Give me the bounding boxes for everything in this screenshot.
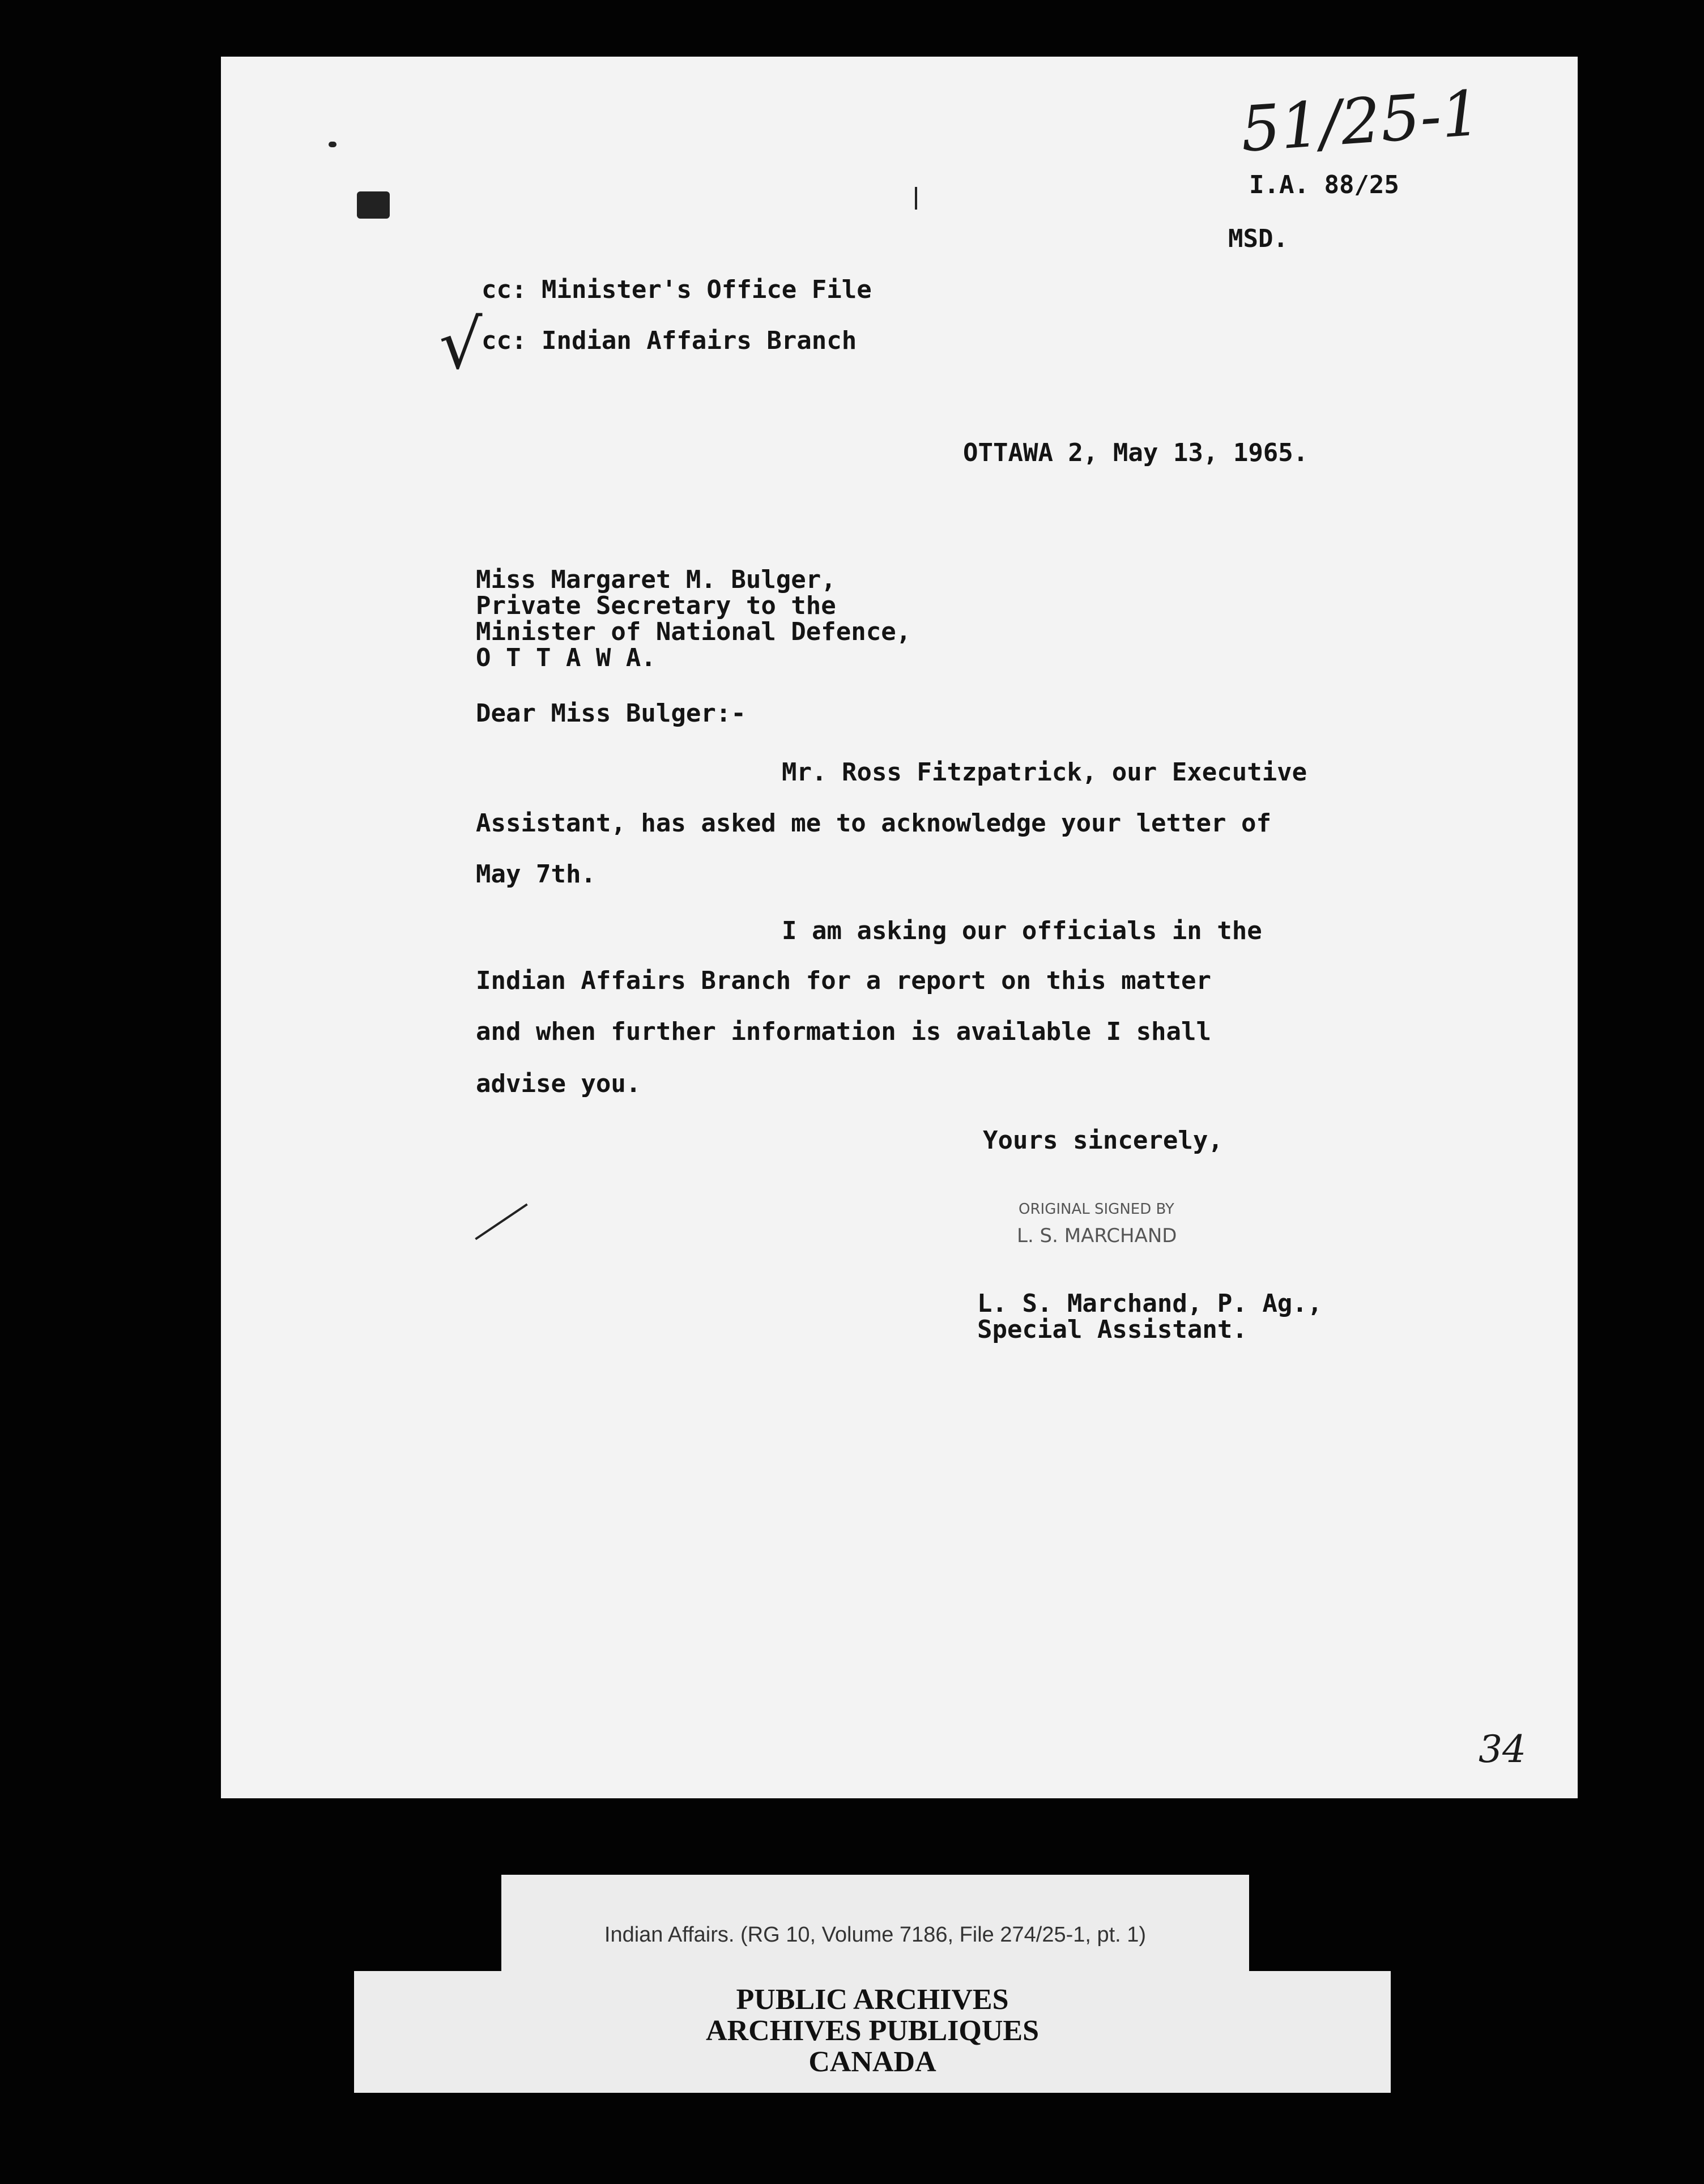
archive-citation: Indian Affairs. (RG 10, Volume 7186, File 274/25-1, pt. 1)	[604, 1923, 1147, 1947]
signatory-name: L. S. Marchand, P. Ag.,	[977, 1289, 1323, 1318]
signature-stamp-line2: L. S. MARCHAND	[1017, 1225, 1177, 1247]
cc-line: cc: Indian Affairs Branch	[482, 326, 857, 355]
ink-speck	[915, 187, 917, 210]
archive-line-3: CANADA	[808, 2046, 936, 2078]
handwritten-page-number: 34	[1479, 1727, 1526, 1771]
archive-line-2: ARCHIVES PUBLIQUES	[705, 2015, 1040, 2047]
department-code: MSD.	[1228, 224, 1288, 253]
archive-stamp-label	[354, 1971, 1391, 2093]
cc-line: cc: Minister's Office File	[482, 275, 872, 304]
handwritten-checkmark: √	[439, 306, 483, 385]
body-line: Assistant, has asked me to acknowledge your letter of	[476, 809, 1271, 838]
address-line: Minister of National Defence,	[476, 617, 911, 646]
handwritten-file-number: 51/25-1	[1238, 76, 1484, 166]
body-line: I am asking our officials in the	[782, 916, 1262, 945]
signatory-title: Special Assistant.	[977, 1315, 1247, 1344]
archive-line-1: PUBLIC ARCHIVES	[736, 1983, 1009, 2016]
address-line: Miss Margaret M. Bulger,	[476, 565, 836, 594]
body-line: May 7th.	[476, 860, 596, 889]
pen-stroke	[475, 1204, 527, 1240]
address-line: O T T A W A.	[476, 643, 656, 672]
file-reference: I.A. 88/25	[1249, 170, 1399, 199]
body-line: Indian Affairs Branch for a report on this matter	[476, 966, 1212, 995]
punch-mark	[357, 191, 390, 219]
body-line: Mr. Ross Fitzpatrick, our Executive	[782, 758, 1307, 787]
salutation: Dear Miss Bulger:-	[476, 699, 746, 728]
address-line: Private Secretary to the	[476, 591, 836, 620]
dateline: OTTAWA 2, May 13, 1965.	[963, 438, 1309, 467]
ink-speck	[329, 142, 336, 147]
letter-sheet	[221, 57, 1578, 1798]
body-line: advise you.	[476, 1069, 641, 1098]
signature-stamp-line1: ORIGINAL SIGNED BY	[1019, 1201, 1174, 1218]
body-line: and when further information is available I shall	[476, 1017, 1212, 1046]
closing: Yours sincerely,	[983, 1126, 1223, 1155]
